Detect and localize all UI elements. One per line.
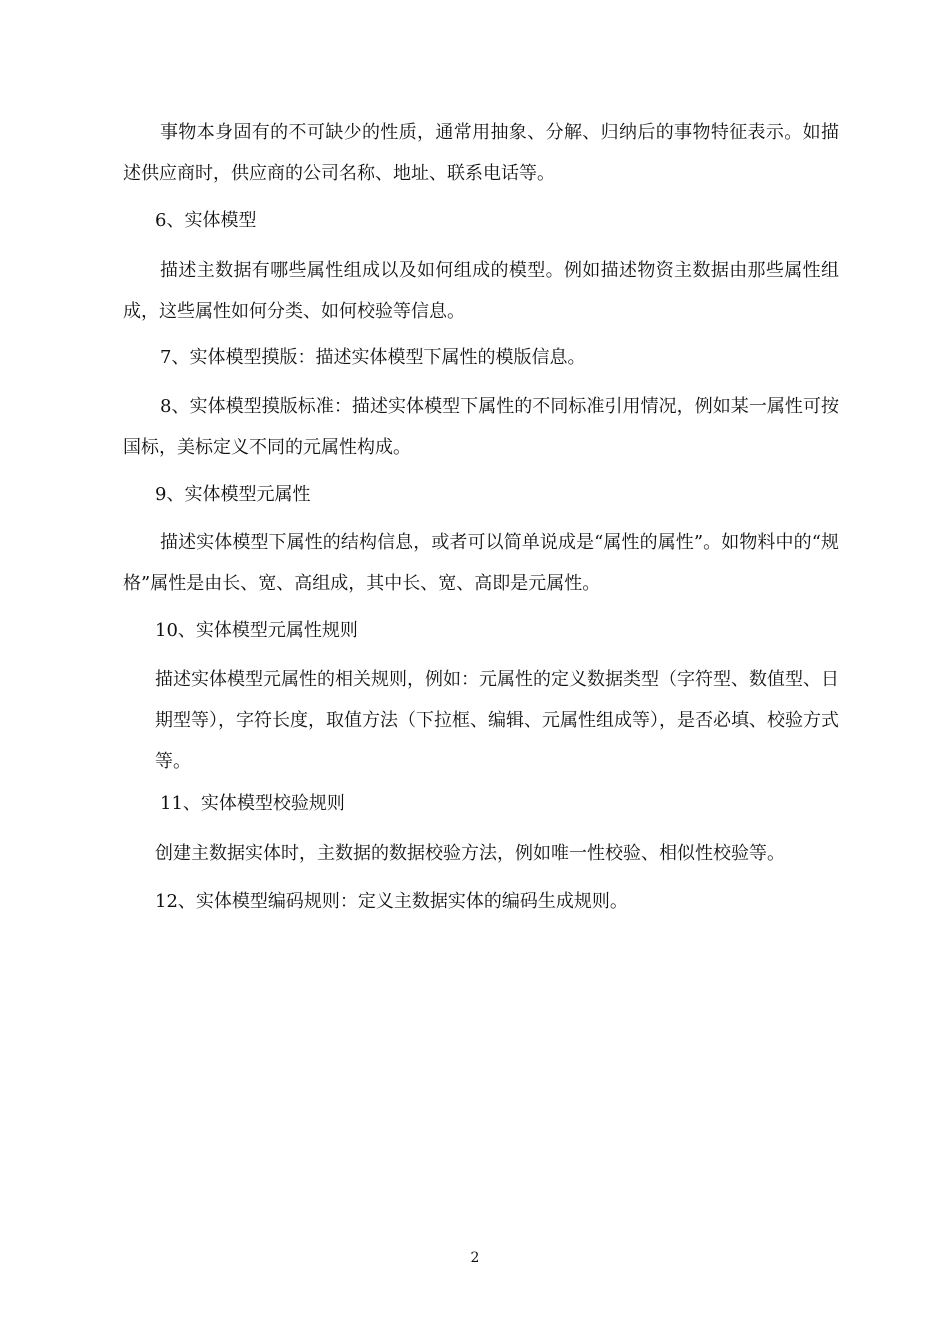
paragraph-attribute-definition: 事物本身固有的不可缺少的性质，通常用抽象、分解、归纳后的事物特征表示。如描述供应商时，供应商的公司名称、地址、联系电话等。 <box>123 122 839 184</box>
heading-entity-model-meta-attribute: 9、实体模型元属性 <box>155 484 311 505</box>
paragraph-meta-attribute-rules: 描述实体模型元属性的相关规则，例如：元属性的定义数据类型（字符型、数值型、日期型等），字符长度，取值方法（下拉框、编辑、元属性组成等），是否必填、校验方式等。 <box>155 669 839 772</box>
heading-validation-rules: 11、实体模型校验规则 <box>160 793 345 814</box>
paragraph-entity-model-meta-attribute: 描述实体模型下属性的结构信息，或者可以简单说成是“属性的属性”。如物料中的“规格”属性是由长、宽、高组成，其中长、宽、高即是元属性。 <box>123 532 839 594</box>
paragraph-validation-rules: 创建主数据实体时，主数据的数据校验方法，例如唯一性校验、相似性校验等。 <box>155 843 785 864</box>
heading-meta-attribute-rules: 10、实体模型元属性规则 <box>155 620 358 641</box>
paragraph-entity-model: 描述主数据有哪些属性组成以及如何组成的模型。例如描述物资主数据由那些属性组成，这些属性如何分类、如何校验等信息。 <box>123 260 839 322</box>
heading-entity-model-template: 7、实体模型摸版：描述实体模型下属性的模版信息。 <box>160 347 586 368</box>
paragraph-entity-model-template-standard: 8、实体模型摸版标准：描述实体模型下属性的不同标准引用情况，例如某一属性可按国标，美标定义不同的元属性构成。 <box>123 396 839 458</box>
page-number: 2 <box>470 1250 480 1266</box>
heading-coding-rules: 12、实体模型编码规则：定义主数据实体的编码生成规则。 <box>155 891 628 912</box>
heading-entity-model: 6、实体模型 <box>155 210 257 231</box>
